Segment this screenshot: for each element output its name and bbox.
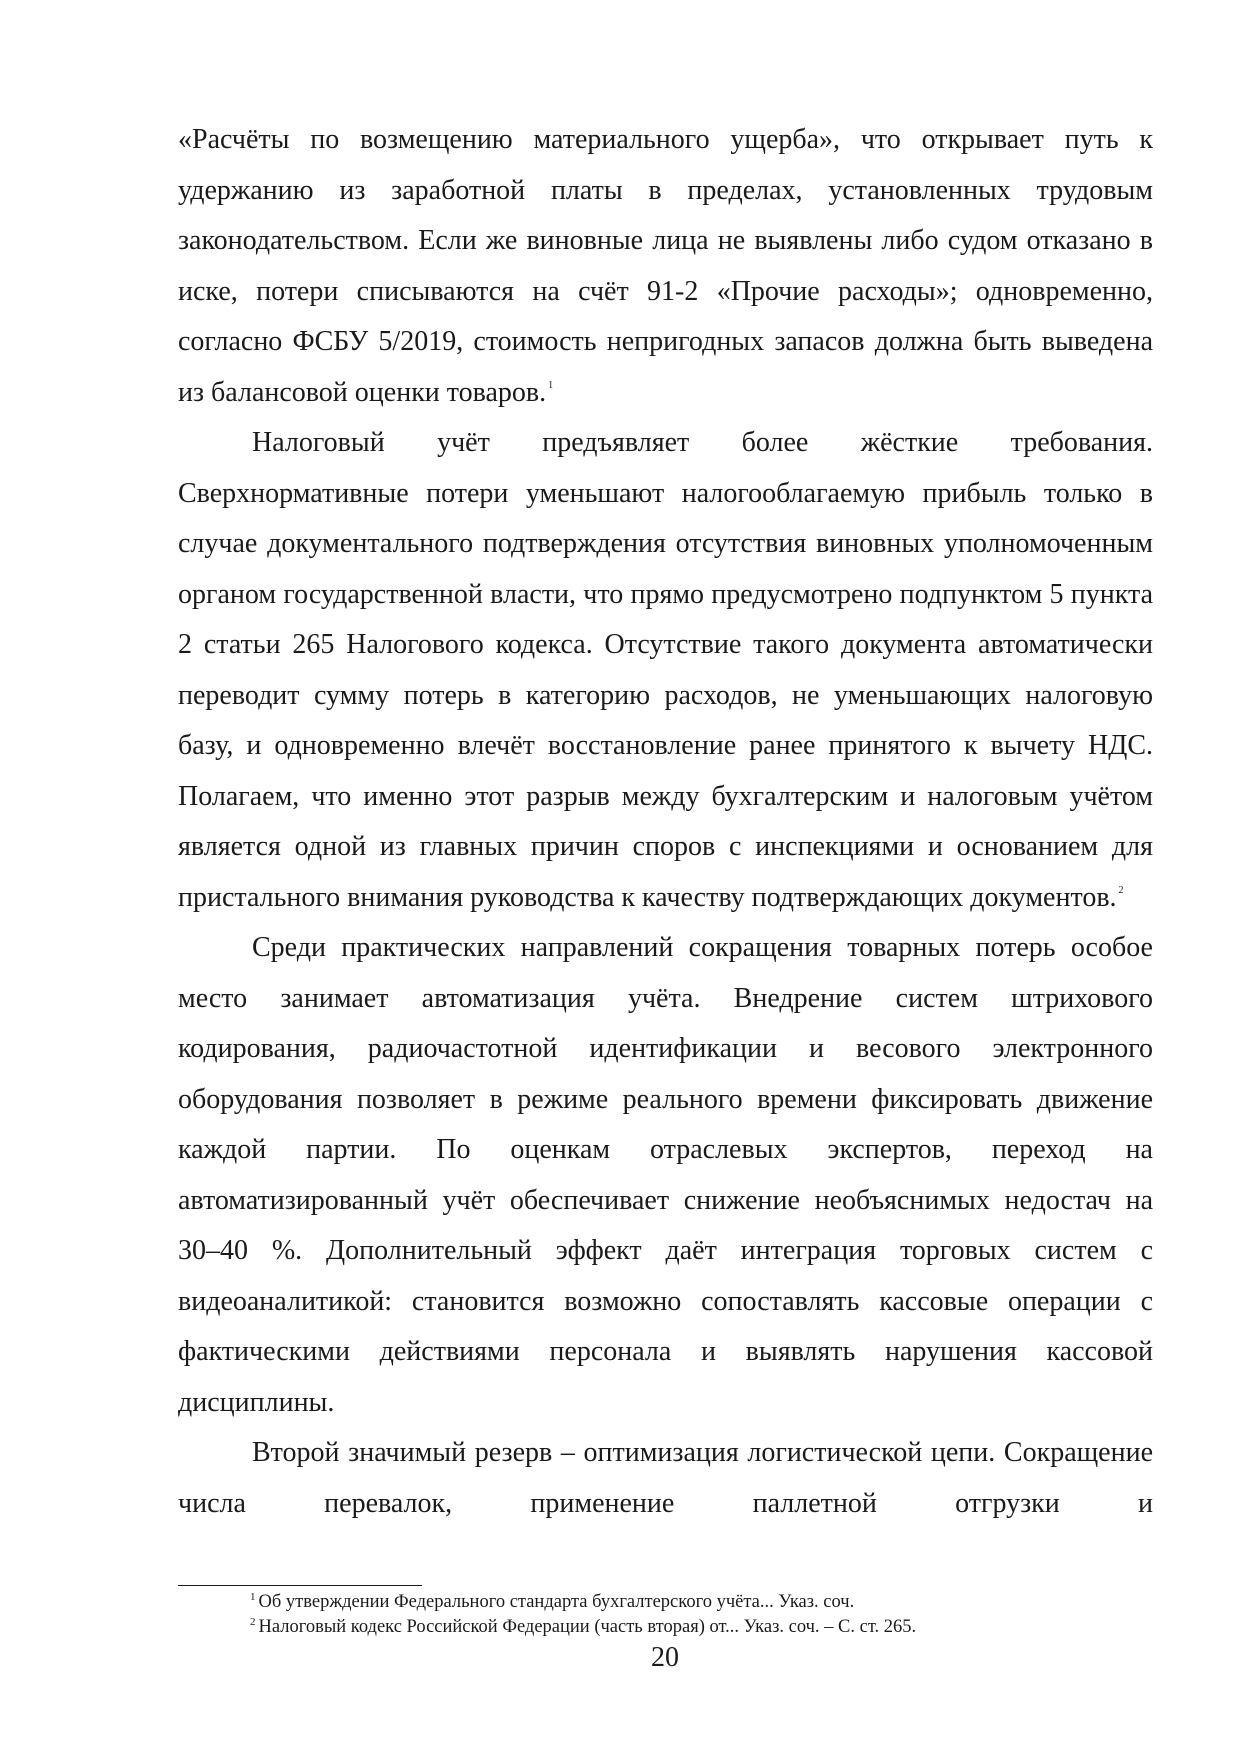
paragraph-text: Среди практических направлений сокращения товарных потерь особое место занимает автоматизация учёта. Внедрение систем штрихового кодирования, радиочастотной идентификации и весового электронного оборудования позволяет в режиме реального времени фиксировать движение каждой партии. По оценкам отраслевых экспертов, переход на автоматизированный учёт обеспечивает снижение необъяснимых недостач на 30–40 %. Дополнительный эффект даёт интеграция торговых систем с видеоаналитикой: становится возможно сопоставлять кассовые операции с фактическими действиями персонала и выявлять нарушения кассовой дисциплины. bbox=[178, 932, 1153, 1418]
page-number: 20 bbox=[651, 1642, 679, 1673]
body-text bbox=[178, 115, 1153, 1529]
paragraph-text: «Расчёты по возмещению материального ущерба», что открывает путь к удержанию из заработной платы в пределах, установленных трудовым законодательством. Если же виновные лица не выявлены либо судом отказано в иске, потери списываются на счёт 91-2 «Прочие расходы»; одновременно, согласно ФСБУ 5/2019, стоимость непригодных запасов должна быть выведена из балансовой оценки товаров. bbox=[178, 124, 1153, 408]
footnotes bbox=[250, 1590, 1150, 1640]
footnote-1 bbox=[250, 1590, 1150, 1615]
footnote-reference: 2 bbox=[1118, 884, 1124, 896]
footnote-reference: 1 bbox=[548, 379, 554, 391]
paragraph-text: Второй значимый резерв – оптимизация логистической цепи. Сокращение числа перевалок, применение паллетной отгрузки и bbox=[178, 1437, 1153, 1519]
paragraph-3 bbox=[178, 923, 1153, 1428]
footnote-separator bbox=[178, 1585, 422, 1586]
footnote-2 bbox=[250, 1615, 1150, 1640]
paragraph-1 bbox=[178, 115, 1153, 418]
footnote-mark: 1 bbox=[250, 1591, 256, 1603]
paragraph-text: Налоговый учёт предъявляет более жёсткие требования. Сверхнормативные потери уменьшают налогооблагаемую прибыль только в случае документального подтверждения отсутствия виновных уполномоченным органом государственной власти, что прямо предусмотрено подпунктом 5 пункта 2 статьи 265 Налогового кодекса. Отсутствие такого документа автоматически переводит сумму потерь в категорию расходов, не уменьшающих налоговую базу, и одновременно влечёт восстановление ранее принятого к вычету НДС. Полагаем, что именно этот разрыв между бухгалтерским и налоговым учётом является одной из главных причин споров с инспекциями и основанием для пристального внимания руководства к качеству подтверждающих документов. bbox=[178, 427, 1153, 913]
footnote-text: Налоговый кодекс Российской Федерации (часть вторая) от... Указ. соч. – С. ст. 265. bbox=[258, 1617, 917, 1637]
paragraph-4 bbox=[178, 1428, 1153, 1529]
footnote-mark: 2 bbox=[250, 1616, 256, 1628]
footnote-text: Об утверждении Федерального стандарта бухгалтерского учёта... Указ. соч. bbox=[258, 1592, 855, 1612]
paragraph-2 bbox=[178, 418, 1153, 923]
